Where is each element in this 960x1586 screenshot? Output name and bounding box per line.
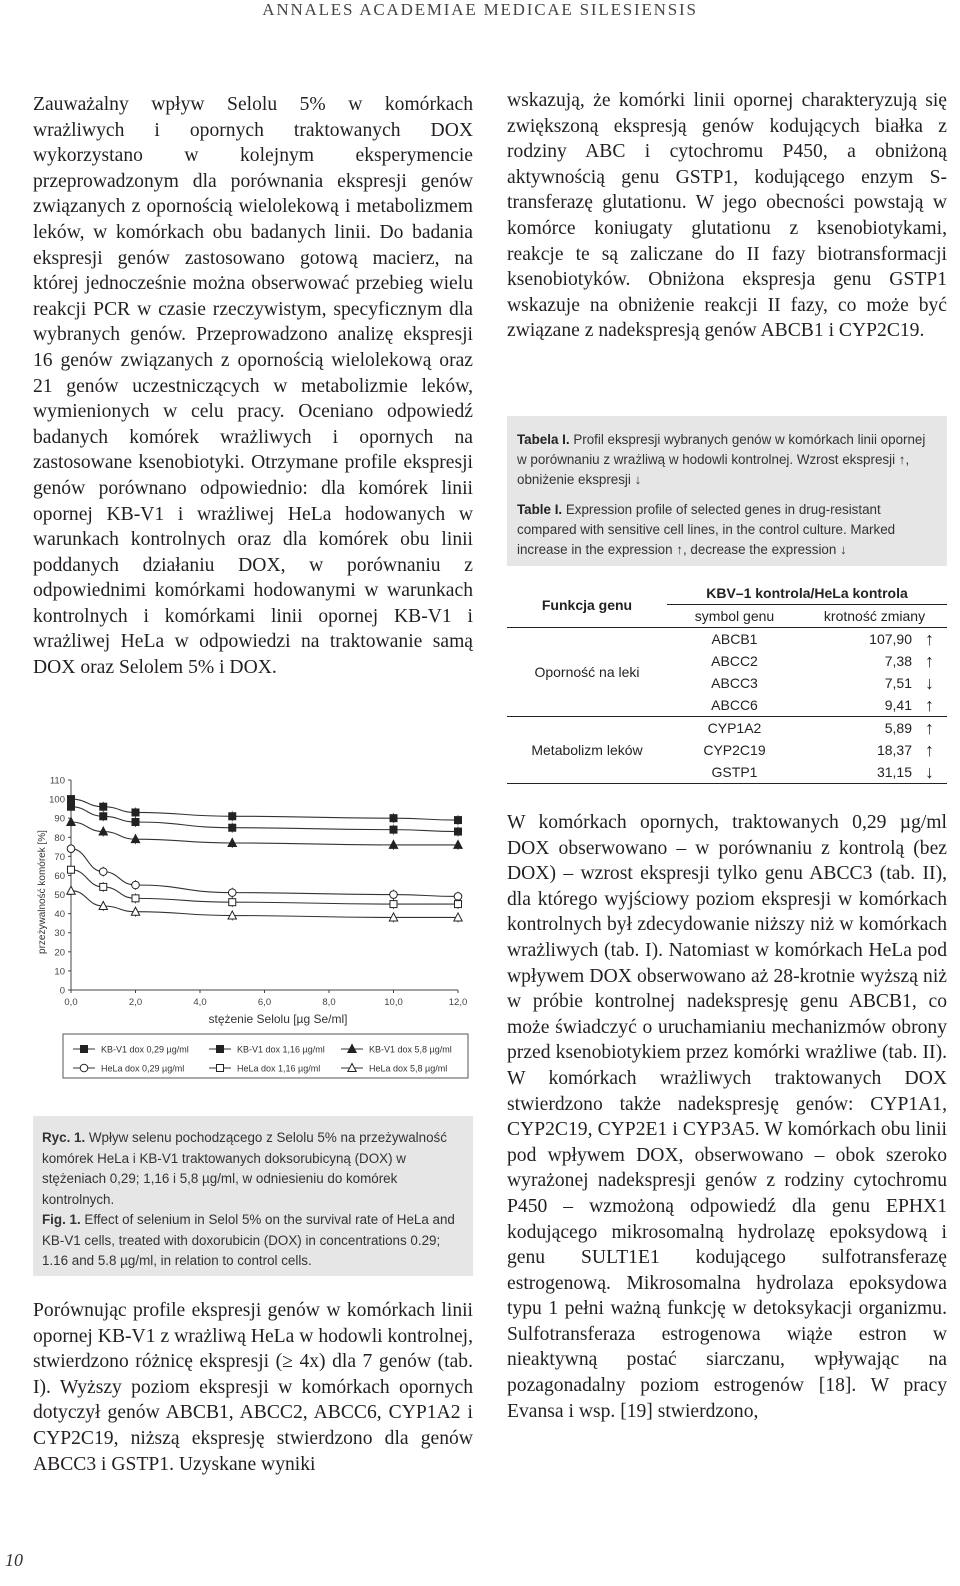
- x-tick-label: 2,0: [128, 997, 143, 1008]
- gene-symbol-cell: CYP1A2: [707, 720, 762, 736]
- x-tick-label: 4,0: [193, 997, 207, 1008]
- x-tick-label: 0,0: [64, 997, 78, 1008]
- x-axis-label: stężenie Selolu [µg Se/ml]: [208, 1012, 348, 1026]
- figure-caption: [33, 1116, 473, 1276]
- legend-label: HeLa dox 1,16 µg/ml: [237, 1063, 321, 1074]
- paragraph: Zauważalny wpływ Selolu 5% w komórkach wrażliwych i opornych traktowanych DOX wykorzystano w kolejnym eksperymencie przeprowadzonym dla porównania ekspresji genów związanych z opornością wielolekową i metabolizmem leków, w komórkach obu badanych linii. Do badania ekspresji genów zastosowano gotową macierz, na której jednocześnie można obserwować przebieg wielu reakcji PCR w czasie rzeczywistym, specyficznym dla wybranych genów. Przeprowadzono analizę ekspresji 16 genów związanych z opornością wielolekową oraz 21 genów uczestniczących w metabolizmie leków, wymienionych w celu pracy. Oceniano odpowiedź badanych komórek wrażliwych i opornych na zastosowane ksenobiotyki. Otrzymane profile ekspresji genów porównano odpowiednio: dla komórek linii opornej KB-V1 i wrażliwej HeLa hodowanych w warunkach kontrolnych oraz dla komórek obu linii poddanych działaniu DOX, w porównaniu z odpowiednimi komórkami hodowanymi w warunkach kontrolnych i komórkami linii opornej KB-V1 i wrażliwej HeLa w odpowiedzi na traktowanie samą DOX oraz Selolem 5% i DOX.: [33, 94, 473, 679]
- data-point: [100, 813, 107, 820]
- legend-label: HeLa dox 0,29 µg/ml: [101, 1063, 185, 1074]
- table-caption-text-en: Expression profile of selected genes in drug-resistant compared with sensitive cell lines, in the control culture. Marked increase in the expression ↑, decrease the expression ↓: [517, 502, 896, 557]
- arrow-down-icon: ↓: [925, 672, 934, 693]
- column-header-symbol: symbol genu: [667, 605, 802, 628]
- page-number: 10: [5, 1550, 23, 1570]
- data-point: [132, 895, 139, 902]
- y-tick-label: 90: [54, 813, 65, 825]
- y-tick-label: 0: [59, 985, 65, 997]
- x-tick-label: 8,0: [322, 997, 336, 1008]
- data-point: [132, 809, 139, 816]
- y-tick-label: 40: [54, 909, 65, 921]
- left-column: [33, 92, 473, 681]
- data-point: [390, 891, 398, 899]
- legend-marker: [80, 1064, 88, 1072]
- data-point: [100, 803, 107, 810]
- legend-label: KB-V1 dox 0,29 µg/ml: [101, 1044, 189, 1055]
- column-header-group: KBV–1 kontrola/HeLa kontrola: [667, 582, 947, 605]
- right-column-bottom: [507, 810, 947, 1424]
- gene-symbol-cell: CYP2C19: [703, 742, 766, 758]
- table-row: [507, 717, 947, 740]
- data-point: [68, 803, 75, 810]
- table-caption-label-pl: Tabela I.: [517, 432, 570, 447]
- table-caption-label-en: Table I.: [517, 502, 563, 517]
- data-point: [455, 817, 462, 824]
- y-tick-label: 100: [49, 794, 65, 806]
- survival-chart: [33, 772, 473, 1107]
- y-tick-label: 110: [49, 775, 65, 787]
- fold-change-cell: 7,51: [884, 675, 912, 691]
- gene-symbol-cell: ABCC6: [667, 694, 802, 717]
- data-point: [390, 826, 397, 833]
- legend-marker: [81, 1046, 88, 1053]
- gene-symbol-cell: GSTP1: [667, 761, 802, 784]
- figure-caption-label-en: Fig. 1.: [42, 1212, 81, 1227]
- figure-caption-label-pl: Ryc. 1.: [42, 1130, 86, 1145]
- gene-function-cell: Oporność na leki: [507, 628, 667, 717]
- table-body: [507, 628, 947, 784]
- y-tick-label: 60: [54, 870, 65, 882]
- left-column-bottom: [33, 1298, 473, 1477]
- y-axis-label: przeżywalność komórek [%]: [37, 830, 48, 954]
- x-tick-label: 6,0: [257, 997, 272, 1008]
- arrow-up-icon: ↑: [925, 717, 934, 738]
- legend-marker: [217, 1046, 224, 1053]
- gene-symbol-cell: ABCC3: [711, 675, 758, 691]
- data-point: [99, 868, 107, 876]
- y-tick-label: 30: [54, 928, 65, 940]
- data-point: [229, 824, 236, 831]
- legend-label: HeLa dox 5,8 µg/ml: [369, 1063, 448, 1074]
- fold-change-cell: 107,90: [869, 631, 912, 647]
- gene-expression-table: [507, 582, 947, 784]
- y-tick-label: 20: [54, 947, 65, 959]
- paragraph: wskazują, że komórki linii opornej charakteryzują się zwiększoną ekspresją genów kodujących białka z rodziny ABC i cytochromu P450, a obniżoną aktywnością genu GSTP1, kodującego enzym S-transferazę glutationu. W jego obecności powstają w komórce koniugaty glutationu z ksenobiotykami, reakcje te są zaliczane do II fazy biotransformacji ksenobiotyków. Obniżona ekspresja genu GSTP1 wskazuje na obniżenie reakcji II fazy, co może być związane z nadekspresją genów ABCB1 i CYP2C19.: [507, 90, 947, 342]
- gene-symbol-cell: ABCC2: [711, 653, 758, 669]
- data-point: [132, 819, 139, 826]
- paragraph: W komórkach opornych, traktowanych 0,29 µg/ml DOX obserwowano – w porównaniu z kontrolą (bez DOX) – wzrost ekspresji tylko genu ABCC3 (tab. II), dla którego wyjściowy poziom ekspresji w komórkach kontrolnych był zdecydowanie niższy niż w komórkach wrażliwych (tab. I). Natomiast w komórkach HeLa pod wpływem DOX obserwowano aż 28-krotnie wyższą niż w próbie kontrolnej nadekspresję genu ABCB1, co może świadczyć o uruchamianiu mechanizmów obrony przed ksenobiotykiem przez komórki wrażliwe (tab. II). W komórkach wrażliwych traktowanych DOX stwierdzono także nadekspresję genów: CYP1A1, CYP2C19, CYP2E1 i CYP3A5. W komórkach obu linii pod wpływem DOX, obserwowano – obok szeroko wyrażonej nadekspresji genów z rodziny cytochromu P450 – wzmożoną odpowiedź dla genu EPHX1 kodującego mikrosomalną hydrolazę epoksydową i genu SULT1E1 kodującego sulfotransferazę estrogenową. Mikrosomalna hydrolaza epoksydowa typu 1 pełni ważną funkcję w detoksykacji organizmu. Sulfotransferaza estrogenowa wiąże estron w nieaktywną postać siarczanu, wpływając na pozagonadalny poziom estrogenów [18]. W pracy Evansa i wsp. [19] stwierdzono,: [507, 812, 947, 1422]
- data-point: [229, 899, 236, 906]
- arrow-up-icon: ↑: [912, 694, 947, 717]
- paragraph: Porównując profile ekspresji genów w komórkach linii opornej KB-V1 z wrażliwą HeLa w hodowli kontrolnej, stwierdzono różnicę ekspresji (≥ 4x) dla 7 genów (tab. I). Wyższy poziom ekspresji w komórkach opornych dotyczył genów ABCB1, ABCC2, ABCC6, CYP1A2 i CYP2C19, niższą ekspresję stwierdzono dla genów ABCC3 i GSTP1. Uzyskane wyniki: [33, 1300, 473, 1475]
- legend-marker: [217, 1065, 224, 1072]
- data-point: [229, 813, 236, 820]
- gene-symbol-cell: ABCB1: [711, 631, 758, 647]
- y-tick-label: 80: [54, 832, 65, 844]
- data-point: [67, 845, 75, 853]
- column-header-function: Funkcja genu: [507, 582, 667, 628]
- x-tick-label: 10,0: [384, 997, 403, 1008]
- y-tick-label: 50: [54, 890, 65, 902]
- data-point: [132, 881, 140, 889]
- table-caption: [507, 416, 947, 566]
- data-point: [100, 883, 107, 890]
- y-tick-label: 10: [54, 966, 65, 978]
- data-point: [390, 815, 397, 822]
- gene-function-cell: Metabolizm leków: [507, 717, 667, 784]
- table-row: [507, 628, 947, 651]
- arrow-up-icon: ↑: [925, 650, 934, 671]
- fold-change-cell: 9,41: [802, 694, 912, 717]
- figure-caption-text-en: Effect of selenium in Selol 5% on the survival rate of HeLa and KB-V1 cells, treated with doxorubicin (DOX) in concentrations 0.29; 1.16 and 5.8 µg/ml, in relation to control cells.: [42, 1212, 455, 1268]
- arrow-down-icon: ↓: [912, 761, 947, 784]
- legend-label: KB-V1 dox 1,16 µg/ml: [237, 1044, 325, 1055]
- journal-header: ANNALES ACADEMIAE MEDICAE SILESIENSIS: [262, 0, 698, 19]
- fold-change-cell: 31,15: [802, 761, 912, 784]
- data-point: [68, 796, 75, 803]
- table-caption-text-pl: Profil ekspresji wybranych genów w komórkach linii opornej w porównaniu z wrażliwą w hodowli kontrolnej. Wzrost ekspresji ↑, obniżenie ekspresji ↓: [517, 432, 926, 487]
- data-point: [228, 889, 236, 897]
- data-point: [455, 828, 462, 835]
- figure-caption-text-pl: Wpływ selenu pochodzącego z Selolu 5% na przeżywalność komórek HeLa i KB-V1 traktowanych doksorubicyną (DOX) w stężeniach 0,29; 1,16 i 5,8 µg/ml, w odniesieniu do komórek kontrolnych.: [42, 1130, 447, 1207]
- fold-change-cell: 5,89: [884, 720, 912, 736]
- data-point: [455, 901, 462, 908]
- fold-change-cell: 7,38: [884, 653, 912, 669]
- right-column-top: [507, 88, 947, 344]
- data-point: [390, 901, 397, 908]
- legend-label: KB-V1 dox 5,8 µg/ml: [369, 1044, 452, 1055]
- data-point: [68, 866, 75, 873]
- y-tick-label: 70: [54, 851, 65, 863]
- x-tick-label: 12,0: [448, 997, 468, 1008]
- chart-legend: [63, 1034, 468, 1078]
- arrow-up-icon: ↑: [925, 739, 934, 760]
- arrow-up-icon: ↑: [925, 628, 934, 649]
- column-header-fold: krotność zmiany: [802, 605, 947, 628]
- fold-change-cell: 18,37: [876, 742, 912, 758]
